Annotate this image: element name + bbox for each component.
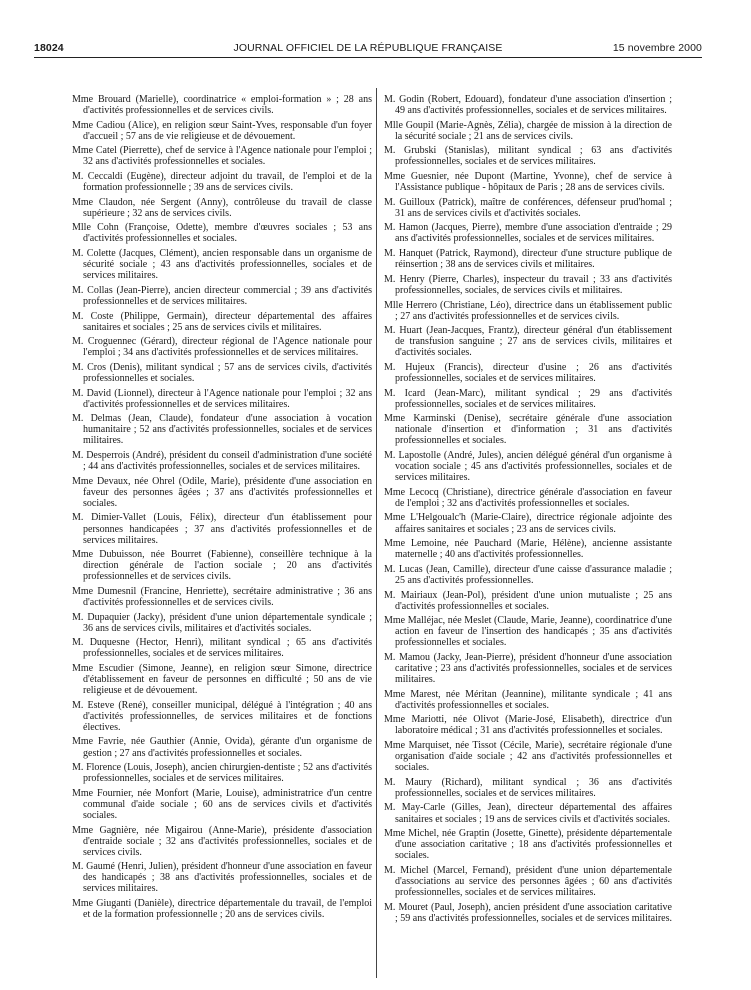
list-item: Mlle Goupil (Marie-Agnès, Zélia), chargée de mission à la direction de la sécurité sociale ; 21 ans de services civils. — [384, 119, 672, 142]
list-item: M. Collas (Jean-Pierre), ancien directeur commercial ; 39 ans d'activités professionnelles et de services militaires. — [72, 284, 372, 307]
list-item: M. Coste (Philippe, Germain), directeur départemental des affaires sanitaires et sociales ; 25 ans de services civils et militaires. — [72, 310, 372, 333]
issue-date: 15 novembre 2000 — [612, 42, 702, 54]
list-item: Mme Gagnière, née Migairou (Anne-Marie), présidente d'association d'entraide sociale ; 32 ans d'activités professionnelles, sociales et de services civils. — [72, 824, 372, 858]
list-item: M. Icard (Jean-Marc), militant syndical ; 29 ans d'activités professionnelles, sociales et de services militaires. — [384, 387, 672, 410]
list-item: M. Lucas (Jean, Camille), directeur d'une caisse d'assurance maladie ; 25 ans d'activités professionnelles. — [384, 563, 672, 586]
list-item: Mme Brouard (Marielle), coordinatrice « emploi-formation » ; 28 ans d'activités professionnelles et de services civils. — [72, 94, 372, 117]
list-item: M. Florence (Louis, Joseph), ancien chirurgien-dentiste ; 52 ans d'activités professionnelles, sociales et de services militaires. — [72, 762, 372, 785]
right-column — [384, 94, 672, 927]
list-item: M. Dupaquier (Jacky), président d'une union départementale syndicale ; 36 ans de services civils, militaires et d'activités sociales. — [72, 611, 372, 634]
list-item: M. Ceccaldi (Eugène), directeur adjoint du travail, de l'emploi et de la formation professionnelle ; 39 ans de services civils. — [72, 171, 372, 194]
header-rule — [34, 57, 702, 58]
list-item: M. Duquesne (Hector, Henri), militant syndical ; 65 ans d'activités professionnelles, sociales et de services militaires. — [72, 637, 372, 660]
list-item: M. Huart (Jean-Jacques, Frantz), directeur général d'un établissement de transfusion sanguine ; 27 ans de services civils, militaires et d'activités sociales. — [384, 325, 672, 359]
list-item: Mme Karminski (Denise), secrétaire générale d'une association nationale d'insertion et d'information ; 31 ans d'activités professionnelles et sociales. — [384, 413, 672, 447]
list-item: M. Mouret (Paul, Joseph), ancien président d'une association caritative ; 59 ans d'activités professionnelles, sociales et de services militaires. — [384, 901, 673, 924]
list-item: Mme Marest, née Méritan (Jeannine), militante syndicale ; 41 ans d'activités professionnelles et sociales. — [384, 688, 672, 711]
page-header — [34, 40, 702, 58]
list-item: Mme Lemoine, née Pauchard (Marie, Hélène), ancienne assistante maternelle ; 40 ans d'activités professionnelles. — [384, 538, 672, 561]
list-item: M. Henry (Pierre, Charles), inspecteur du travail ; 33 ans d'activités professionnelles, sociales, de services civils et militaires. — [384, 273, 672, 296]
list-item: M. Desperrois (André), président du conseil d'administration d'une société ; 44 ans d'activités professionnelles, sociales et de services militaires. — [72, 450, 372, 473]
list-item: Mme Devaux, née Ohrel (Odile, Marie), présidente d'une association en faveur des personnes âgées ; 37 ans d'activités professionnelles et sociales. — [72, 475, 372, 509]
list-item: Mme Marquiset, née Tissot (Cécile, Marie), secrétaire régionale d'une organisation d'aide sociale ; 42 ans d'activités professionnelles et sociales. — [384, 740, 672, 774]
list-item: M. Cros (Denis), militant syndical ; 57 ans de services civils, d'activités professionnelles et sociales. — [72, 361, 372, 384]
list-item: M. Delmas (Jean, Claude), fondateur d'une association à vocation humanitaire ; 52 ans d'activités professionnelles, sociales et de services militaires. — [72, 413, 372, 447]
list-item: Mme Fournier, née Monfort (Marie, Louise), administratrice d'un centre communal d'aide sociale ; 60 ans de services civils et d'activités sociales. — [72, 787, 372, 821]
list-item: Mlle Cohn (Françoise, Odette), membre d'œuvres sociales ; 53 ans d'activités professionnelles et sociales. — [72, 222, 372, 245]
list-item: M. May-Carle (Gilles, Jean), directeur départemental des affaires sanitaires et sociales ; 19 ans de services civils et d'activités sociales. — [384, 802, 672, 825]
list-item: M. Michel (Marcel, Fernand), président d'une union départementale d'associations au service des personnes âgées ; 60 ans d'activités professionnelles, sociales et de services militaires. — [384, 864, 672, 898]
list-item: M. Grubski (Stanislas), militant syndical ; 63 ans d'activités professionnelles, sociales et de services militaires. — [384, 145, 672, 168]
list-item: M. Hujeux (Francis), directeur d'usine ; 26 ans d'activités professionnelles, sociales et de services militaires. — [384, 361, 672, 384]
list-item: M. Esteve (René), conseiller municipal, délégué à l'intégration ; 40 ans d'activités professionnelles, de services militaires et de fonctions électives. — [72, 699, 372, 733]
list-item: M. Guilloux (Patrick), maître de conférences, défenseur prud'homal ; 31 ans de services civils et d'activités sociales. — [384, 196, 672, 219]
list-item: Mme Catel (Pierrette), chef de service à l'Agence nationale pour l'emploi ; 32 ans d'activités professionnelles et sociales. — [72, 145, 372, 168]
list-item: Mme Lecocq (Christiane), directrice générale d'association en faveur de l'emploi ; 32 ans d'activités professionnelles et sociales. — [384, 486, 672, 509]
list-item: Mme Claudon, née Sergent (Anny), contrôleuse du travail de classe supérieure ; 32 ans de services civils. — [72, 196, 372, 219]
list-item: Mme Guesnier, née Dupont (Martine, Yvonne), chef de service à l'Assistance publique - hôpitaux de Paris ; 28 ans de services civils. — [384, 171, 672, 194]
list-item: Mme Mariotti, née Olivot (Marie-José, Elisabeth), directrice d'un laboratoire médical ; 31 ans d'activités professionnelles et sociales. — [384, 714, 672, 737]
list-item: Mme Dumesnil (Francine, Henriette), secrétaire administrative ; 36 ans d'activités professionnelles et de services civils. — [72, 585, 372, 608]
list-item: Mlle Herrero (Christiane, Léo), directrice dans un établissement public ; 27 ans d'activités professionnelles et de services civils. — [384, 299, 672, 322]
list-item: Mme Cadiou (Alice), en religion sœur Saint-Yves, responsable d'un foyer d'accueil ; 57 ans de vie religieuse et de dévouement. — [72, 119, 372, 142]
list-item: M. Maury (Richard), militant syndical ; 36 ans d'activités professionnelles, sociales et de services militaires. — [384, 776, 672, 799]
list-item: M. David (Lionnel), directeur à l'Agence nationale pour l'emploi ; 32 ans d'activités professionnelles et de services militaires. — [72, 387, 372, 410]
list-item: M. Croguennec (Gérard), directeur régional de l'Agence nationale pour l'emploi ; 34 ans d'activités professionnelles et de services militaires. — [72, 336, 372, 359]
list-item: M. Hamon (Jacques, Pierre), membre d'une association d'entraide ; 29 ans d'activités professionnelles, sociales et de services militaires. — [384, 222, 672, 245]
list-item: Mme L'Helgoualc'h (Marie-Claire), directrice régionale adjointe des affaires sanitaires et sociales ; 23 ans de services civils. — [384, 512, 672, 535]
list-item: Mme Malléjac, née Meslet (Claude, Marie, Jeanne), coordinatrice d'une action en faveur de l'insertion des handicapés ; 35 ans d'activités professionnelles et sociales. — [384, 615, 672, 649]
list-item: Mme Favrie, née Gauthier (Annie, Ovida), gérante d'un organisme de gestion ; 27 ans d'activités professionnelles et sociales. — [72, 736, 372, 759]
page-number: 18024 — [34, 42, 64, 54]
left-column — [72, 94, 372, 924]
list-item: Mme Giuganti (Danièle), directrice départementale du travail, de l'emploi et de la formation professionnelle ; 20 ans de services civils. — [72, 898, 372, 921]
list-item: Mme Escudier (Simone, Jeanne), en religion sœur Simone, directrice d'établissement en faveur de personnes en difficulté ; 50 ans de vie religieuse et de dévouement. — [72, 662, 372, 697]
list-item: M. Godin (Robert, Edouard), fondateur d'une association d'insertion ; 49 ans d'activités professionnelles, sociales et de services militaires. — [384, 94, 672, 117]
list-item: M. Colette (Jacques, Clément), ancien responsable dans un organisme de sécurité sociale ; 43 ans d'activités professionnelles, sociales et de services militaires. — [72, 248, 372, 282]
list-item: M. Gaumé (Henri, Julien), président d'honneur d'une association en faveur des handicapés ; 38 ans d'activités professionnelles, sociales et de services militaires. — [72, 861, 372, 895]
list-item: Mme Michel, née Graptin (Josette, Ginette), présidente départementale d'une association caritative ; 18 ans d'activités professionnelles et sociales. — [384, 828, 672, 862]
list-item: Mme Dubuisson, née Bourret (Fabienne), conseillère technique à la direction générale de l'action sociale ; 20 ans d'activités professionnelles et de services civils. — [72, 549, 372, 583]
column-divider — [376, 88, 377, 978]
list-item: M. Dimier-Vallet (Louis, Félix), directeur d'un établissement pour personnes handicapées ; 37 ans d'activités professionnelles et de services militaires. — [72, 512, 372, 546]
list-item: M. Lapostolle (André, Jules), ancien délégué général d'un organisme à vocation sociale ; 45 ans d'activités professionnelles, sociales et de services militaires. — [384, 450, 672, 484]
list-item: M. Mamou (Jacky, Jean-Pierre), président d'honneur d'une association caritative ; 23 ans d'activités professionnelles, sociales et de services militaires. — [384, 651, 672, 686]
journal-title: JOURNAL OFFICIEL DE LA RÉPUBLIQUE FRANÇAISE — [233, 42, 503, 54]
list-item: M. Mairiaux (Jean-Pol), président d'une union mutualiste ; 25 ans d'activités professionnelles et sociales. — [384, 589, 672, 612]
list-item: M. Hanquet (Patrick, Raymond), directeur d'une structure publique de réinsertion ; 38 ans de services civils et militaires. — [384, 248, 672, 271]
